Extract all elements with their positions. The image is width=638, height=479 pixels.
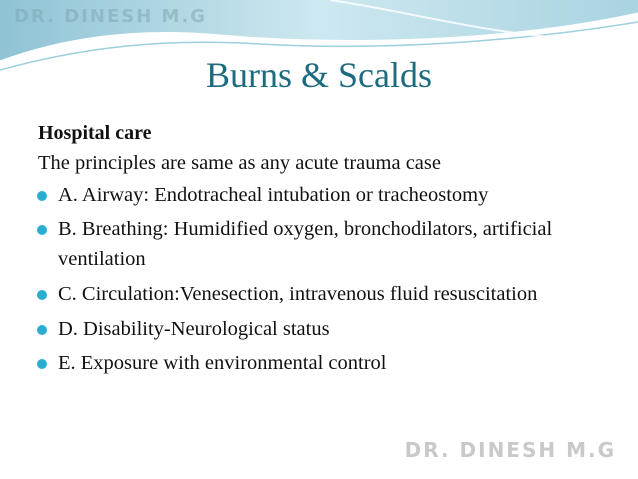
- bullet-item-breathing: [37, 215, 618, 274]
- bullet-item-exposure: [37, 349, 618, 379]
- bullet-dot-icon: [37, 191, 47, 201]
- watermark-top: DR. DINESH M.G: [14, 6, 208, 27]
- bullet-list: [38, 181, 618, 379]
- bullet-text: C. Circulation:Venesection, intravenous fluid resuscitation: [58, 282, 538, 305]
- slide-content: [38, 118, 618, 384]
- subheading: Hospital care: [38, 122, 152, 144]
- bullet-text: A. Airway: Endotracheal intubation or tracheostomy: [58, 183, 489, 206]
- watermark-bottom: DR. DINESH M.G: [404, 438, 616, 462]
- bullet-item-disability: [37, 315, 618, 345]
- bullet-dot-icon: [37, 359, 47, 369]
- intro-text: The principles are same as any acute trauma case: [38, 152, 441, 174]
- bullet-dot-icon: [37, 225, 47, 235]
- bullet-text: B. Breathing: Humidified oxygen, bronchodilators, artificial ventilation: [58, 218, 553, 271]
- bullet-dot-icon: [37, 325, 47, 335]
- bullet-item-airway: [37, 181, 618, 211]
- bullet-text: D. Disability-Neurological status: [58, 317, 330, 340]
- bullet-text: E. Exposure with environmental control: [58, 352, 387, 375]
- slide-title: Burns & Scalds: [205, 55, 432, 95]
- bullet-dot-icon: [37, 290, 47, 300]
- bullet-item-circulation: [37, 280, 618, 310]
